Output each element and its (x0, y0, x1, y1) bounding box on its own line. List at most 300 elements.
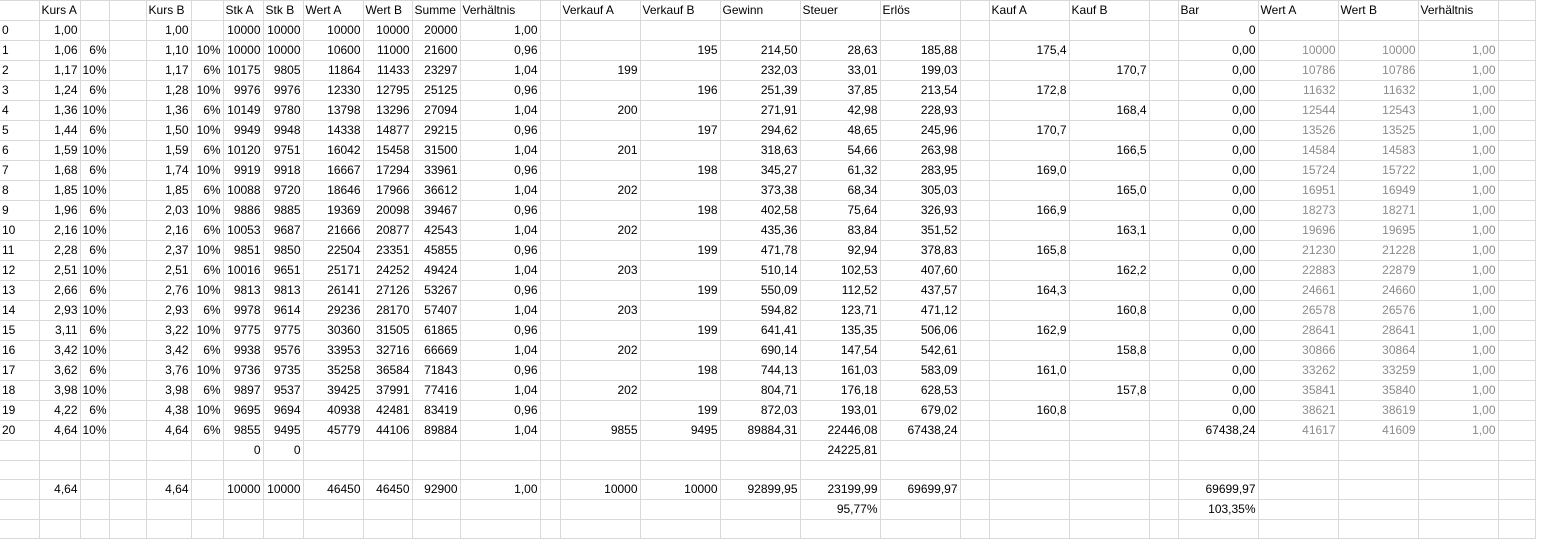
cell-idx[interactable]: 18 (0, 381, 39, 401)
cell-pct_a[interactable] (80, 461, 109, 480)
cell-blank1[interactable] (109, 61, 146, 81)
cell-steuer[interactable]: 61,32 (800, 161, 880, 181)
cell-pct_b[interactable] (191, 461, 223, 480)
cell-wert_a[interactable]: 40938 (303, 401, 363, 421)
cell-verhaeltnis2[interactable]: 1,00 (1418, 361, 1498, 381)
cell-verhaeltnis[interactable]: 1,04 (460, 301, 540, 321)
cell-kurs_b[interactable] (146, 500, 191, 520)
cell-bar[interactable]: 103,35% (1178, 500, 1258, 520)
cell-kurs_b[interactable]: 3,98 (146, 381, 191, 401)
cell-wert_a[interactable]: 10000 (303, 21, 363, 41)
cell-gewinn[interactable]: 318,63 (720, 141, 800, 161)
cell-wert_a[interactable]: 16667 (303, 161, 363, 181)
cell-verhaeltnis[interactable]: 1,04 (460, 261, 540, 281)
cell-gewinn[interactable] (720, 461, 800, 480)
cell-kurs_a[interactable]: 2,28 (39, 241, 80, 261)
cell-kurs_a[interactable]: 2,51 (39, 261, 80, 281)
cell-pct_a[interactable] (80, 480, 109, 500)
cell-verhaeltnis2[interactable]: 1,00 (1418, 301, 1498, 321)
cell-verkauf_b[interactable] (640, 520, 720, 539)
cell-kurs_a[interactable]: 3,98 (39, 381, 80, 401)
cell-stk_a[interactable]: 10000 (223, 480, 263, 500)
cell-steuer[interactable]: 48,65 (800, 121, 880, 141)
cell-blank5[interactable] (1498, 241, 1535, 261)
cell-wert_b[interactable]: 11000 (363, 41, 412, 61)
cell-verhaeltnis[interactable]: 0,96 (460, 281, 540, 301)
cell-kurs_a[interactable]: 3,42 (39, 341, 80, 361)
cell-kurs_a[interactable]: 1,06 (39, 41, 80, 61)
cell-pct_a[interactable] (80, 21, 109, 41)
cell-kurs_a[interactable]: 1,17 (39, 61, 80, 81)
cell-blank5[interactable] (1498, 281, 1535, 301)
cell-kauf_a[interactable] (989, 381, 1069, 401)
cell-erloes[interactable] (880, 461, 960, 480)
cell-summe[interactable]: 25125 (412, 81, 460, 101)
cell-verhaeltnis[interactable]: 0,96 (460, 321, 540, 341)
cell-bar[interactable]: 0,00 (1178, 101, 1258, 121)
cell-pct_b[interactable]: 10% (191, 361, 223, 381)
cell-wert_a2[interactable]: 18273 (1258, 201, 1338, 221)
cell-summe[interactable] (412, 500, 460, 520)
cell-kurs_b[interactable]: 2,93 (146, 301, 191, 321)
cell-wert_a[interactable] (303, 461, 363, 480)
cell-verkauf_b[interactable] (640, 301, 720, 321)
cell-stk_a[interactable]: 9695 (223, 401, 263, 421)
cell-kurs_b[interactable]: Kurs B (146, 1, 191, 21)
cell-steuer[interactable]: 37,85 (800, 81, 880, 101)
cell-idx[interactable] (0, 1, 39, 21)
cell-verhaeltnis[interactable]: 1,04 (460, 101, 540, 121)
cell-blank4[interactable] (1149, 201, 1178, 221)
cell-idx[interactable] (0, 441, 39, 461)
cell-bar[interactable]: 0,00 (1178, 181, 1258, 201)
cell-summe[interactable]: 89884 (412, 421, 460, 441)
cell-wert_a[interactable]: 14338 (303, 121, 363, 141)
cell-pct_a[interactable] (80, 520, 109, 539)
cell-pct_a[interactable]: 6% (80, 201, 109, 221)
cell-stk_b[interactable]: 9780 (263, 101, 303, 121)
cell-kauf_a[interactable]: 170,7 (989, 121, 1069, 141)
cell-wert_b[interactable] (363, 441, 412, 461)
cell-steuer[interactable]: 24225,81 (800, 441, 880, 461)
cell-blank2[interactable] (540, 401, 560, 421)
cell-stk_a[interactable]: 10120 (223, 141, 263, 161)
cell-verkauf_b[interactable]: 199 (640, 401, 720, 421)
cell-kurs_a[interactable]: 3,62 (39, 361, 80, 381)
cell-wert_b2[interactable]: 28641 (1338, 321, 1418, 341)
cell-summe[interactable]: Summe (412, 1, 460, 21)
cell-kurs_b[interactable]: 3,42 (146, 341, 191, 361)
cell-blank2[interactable] (540, 221, 560, 241)
cell-kurs_a[interactable]: 4,22 (39, 401, 80, 421)
cell-gewinn[interactable]: 510,14 (720, 261, 800, 281)
cell-blank3[interactable] (960, 241, 989, 261)
cell-blank2[interactable] (540, 361, 560, 381)
cell-wert_a[interactable]: 33953 (303, 341, 363, 361)
cell-blank5[interactable] (1498, 101, 1535, 121)
cell-kauf_a[interactable] (989, 520, 1069, 539)
cell-blank4[interactable] (1149, 41, 1178, 61)
cell-bar[interactable]: 0,00 (1178, 141, 1258, 161)
cell-kauf_b[interactable]: 157,8 (1069, 381, 1149, 401)
cell-blank3[interactable] (960, 500, 989, 520)
cell-summe[interactable]: 57407 (412, 301, 460, 321)
cell-verhaeltnis2[interactable] (1418, 520, 1498, 539)
cell-kauf_b[interactable] (1069, 41, 1149, 61)
cell-blank4[interactable] (1149, 441, 1178, 461)
cell-idx[interactable]: 4 (0, 101, 39, 121)
cell-blank4[interactable] (1149, 161, 1178, 181)
cell-kauf_b[interactable] (1069, 321, 1149, 341)
cell-kurs_a[interactable]: 1,85 (39, 181, 80, 201)
cell-wert_b[interactable]: 44106 (363, 421, 412, 441)
cell-pct_b[interactable]: 10% (191, 201, 223, 221)
cell-verhaeltnis2[interactable]: 1,00 (1418, 201, 1498, 221)
cell-kauf_a[interactable]: 165,8 (989, 241, 1069, 261)
cell-pct_a[interactable]: 6% (80, 241, 109, 261)
cell-gewinn[interactable]: 744,13 (720, 361, 800, 381)
cell-kurs_a[interactable]: 4,64 (39, 480, 80, 500)
cell-steuer[interactable] (800, 520, 880, 539)
cell-verhaeltnis2[interactable] (1418, 480, 1498, 500)
cell-wert_b[interactable]: Wert B (363, 1, 412, 21)
cell-summe[interactable] (412, 461, 460, 480)
cell-verhaeltnis2[interactable]: 1,00 (1418, 381, 1498, 401)
cell-kauf_a[interactable] (989, 181, 1069, 201)
cell-verhaeltnis[interactable] (460, 500, 540, 520)
cell-pct_a[interactable]: 10% (80, 181, 109, 201)
cell-stk_b[interactable]: Stk B (263, 1, 303, 21)
cell-gewinn[interactable]: 214,50 (720, 41, 800, 61)
cell-blank1[interactable] (109, 21, 146, 41)
cell-wert_a[interactable]: 16042 (303, 141, 363, 161)
cell-stk_b[interactable]: 9576 (263, 341, 303, 361)
cell-pct_b[interactable]: 6% (191, 101, 223, 121)
cell-summe[interactable]: 92900 (412, 480, 460, 500)
cell-verhaeltnis[interactable]: 0,96 (460, 401, 540, 421)
cell-steuer[interactable]: 83,84 (800, 221, 880, 241)
cell-kurs_b[interactable]: 4,64 (146, 480, 191, 500)
cell-kurs_b[interactable]: 1,74 (146, 161, 191, 181)
cell-pct_b[interactable] (191, 500, 223, 520)
cell-kurs_b[interactable]: 1,36 (146, 101, 191, 121)
cell-verhaeltnis[interactable] (460, 461, 540, 480)
cell-gewinn[interactable]: 550,09 (720, 281, 800, 301)
cell-verhaeltnis[interactable]: 0,96 (460, 161, 540, 181)
cell-summe[interactable]: 33961 (412, 161, 460, 181)
cell-gewinn[interactable]: 435,36 (720, 221, 800, 241)
cell-verhaeltnis2[interactable]: 1,00 (1418, 421, 1498, 441)
cell-kauf_a[interactable]: Kauf A (989, 1, 1069, 21)
cell-verkauf_a[interactable] (560, 321, 640, 341)
cell-kurs_a[interactable]: 2,16 (39, 221, 80, 241)
cell-summe[interactable]: 66669 (412, 341, 460, 361)
cell-blank4[interactable] (1149, 361, 1178, 381)
cell-pct_b[interactable]: 6% (191, 421, 223, 441)
cell-gewinn[interactable]: Gewinn (720, 1, 800, 21)
cell-wert_b[interactable]: 42481 (363, 401, 412, 421)
cell-kurs_a[interactable]: 2,93 (39, 301, 80, 321)
cell-steuer[interactable]: 102,53 (800, 261, 880, 281)
cell-stk_a[interactable]: 10000 (223, 41, 263, 61)
cell-blank5[interactable] (1498, 81, 1535, 101)
cell-erloes[interactable]: 407,60 (880, 261, 960, 281)
cell-pct_a[interactable]: 10% (80, 301, 109, 321)
cell-verhaeltnis[interactable]: 1,04 (460, 61, 540, 81)
cell-pct_a[interactable]: 10% (80, 61, 109, 81)
cell-verkauf_a[interactable]: 10000 (560, 480, 640, 500)
cell-bar[interactable]: 0,00 (1178, 321, 1258, 341)
cell-kauf_a[interactable] (989, 21, 1069, 41)
cell-verkauf_a[interactable] (560, 161, 640, 181)
cell-blank4[interactable] (1149, 421, 1178, 441)
cell-blank5[interactable] (1498, 161, 1535, 181)
cell-kauf_a[interactable] (989, 61, 1069, 81)
cell-blank4[interactable] (1149, 21, 1178, 41)
cell-blank5[interactable] (1498, 1, 1535, 21)
cell-steuer[interactable]: 68,34 (800, 181, 880, 201)
cell-blank3[interactable] (960, 520, 989, 539)
cell-wert_b[interactable]: 23351 (363, 241, 412, 261)
cell-blank3[interactable] (960, 121, 989, 141)
cell-blank4[interactable] (1149, 381, 1178, 401)
cell-kauf_b[interactable] (1069, 121, 1149, 141)
cell-stk_b[interactable]: 9651 (263, 261, 303, 281)
cell-stk_a[interactable]: 9897 (223, 381, 263, 401)
cell-pct_a[interactable]: 10% (80, 141, 109, 161)
cell-verkauf_a[interactable] (560, 401, 640, 421)
cell-gewinn[interactable]: 690,14 (720, 341, 800, 361)
cell-kurs_a[interactable]: 1,00 (39, 21, 80, 41)
cell-blank2[interactable] (540, 341, 560, 361)
cell-erloes[interactable]: 185,88 (880, 41, 960, 61)
cell-wert_a2[interactable]: 28641 (1258, 321, 1338, 341)
cell-kurs_a[interactable]: 1,36 (39, 101, 80, 121)
cell-wert_b[interactable]: 36584 (363, 361, 412, 381)
cell-erloes[interactable]: 283,95 (880, 161, 960, 181)
cell-blank3[interactable] (960, 461, 989, 480)
cell-blank5[interactable] (1498, 181, 1535, 201)
cell-verhaeltnis2[interactable]: 1,00 (1418, 121, 1498, 141)
cell-idx[interactable] (0, 461, 39, 480)
cell-verhaeltnis2[interactable] (1418, 500, 1498, 520)
cell-blank1[interactable] (109, 121, 146, 141)
cell-verkauf_a[interactable] (560, 281, 640, 301)
cell-verkauf_b[interactable] (640, 21, 720, 41)
cell-steuer[interactable]: 22446,08 (800, 421, 880, 441)
cell-verkauf_b[interactable]: 199 (640, 241, 720, 261)
cell-stk_b[interactable]: 0 (263, 441, 303, 461)
cell-gewinn[interactable]: 271,91 (720, 101, 800, 121)
cell-stk_a[interactable] (223, 520, 263, 539)
cell-blank4[interactable] (1149, 81, 1178, 101)
cell-verhaeltnis2[interactable]: 1,00 (1418, 141, 1498, 161)
cell-stk_b[interactable] (263, 461, 303, 480)
cell-erloes[interactable]: 305,03 (880, 181, 960, 201)
cell-verkauf_a[interactable]: 202 (560, 181, 640, 201)
cell-bar[interactable]: Bar (1178, 1, 1258, 21)
cell-kauf_b[interactable] (1069, 81, 1149, 101)
cell-wert_b2[interactable]: 14583 (1338, 141, 1418, 161)
cell-wert_b[interactable]: 13296 (363, 101, 412, 121)
cell-idx[interactable]: 16 (0, 341, 39, 361)
cell-blank1[interactable] (109, 361, 146, 381)
cell-blank1[interactable] (109, 261, 146, 281)
cell-kauf_b[interactable] (1069, 201, 1149, 221)
cell-pct_a[interactable]: 6% (80, 361, 109, 381)
cell-verkauf_b[interactable] (640, 101, 720, 121)
cell-stk_a[interactable]: 9775 (223, 321, 263, 341)
cell-verkauf_a[interactable] (560, 441, 640, 461)
cell-kurs_b[interactable]: 4,38 (146, 401, 191, 421)
cell-kauf_a[interactable] (989, 480, 1069, 500)
cell-blank2[interactable] (540, 1, 560, 21)
cell-summe[interactable]: 49424 (412, 261, 460, 281)
cell-summe[interactable]: 23297 (412, 61, 460, 81)
cell-verkauf_b[interactable]: 10000 (640, 480, 720, 500)
cell-blank4[interactable] (1149, 181, 1178, 201)
cell-blank1[interactable] (109, 101, 146, 121)
cell-blank1[interactable] (109, 441, 146, 461)
cell-blank2[interactable] (540, 461, 560, 480)
cell-blank1[interactable] (109, 241, 146, 261)
cell-blank1[interactable] (109, 301, 146, 321)
cell-verkauf_b[interactable]: 198 (640, 201, 720, 221)
cell-wert_a2[interactable]: 35841 (1258, 381, 1338, 401)
cell-steuer[interactable]: 92,94 (800, 241, 880, 261)
cell-kurs_a[interactable]: 4,64 (39, 421, 80, 441)
cell-verkauf_a[interactable]: 201 (560, 141, 640, 161)
cell-wert_a2[interactable]: 14584 (1258, 141, 1338, 161)
cell-kauf_b[interactable] (1069, 461, 1149, 480)
cell-idx[interactable] (0, 520, 39, 539)
cell-gewinn[interactable] (720, 500, 800, 520)
cell-stk_b[interactable]: 10000 (263, 41, 303, 61)
cell-bar[interactable]: 0,00 (1178, 361, 1258, 381)
cell-blank2[interactable] (540, 141, 560, 161)
cell-stk_a[interactable]: 9976 (223, 81, 263, 101)
cell-verkauf_a[interactable] (560, 201, 640, 221)
cell-summe[interactable]: 77416 (412, 381, 460, 401)
cell-blank5[interactable] (1498, 421, 1535, 441)
cell-verhaeltnis2[interactable]: 1,00 (1418, 281, 1498, 301)
cell-kauf_a[interactable]: 160,8 (989, 401, 1069, 421)
cell-verhaeltnis2[interactable]: 1,00 (1418, 341, 1498, 361)
cell-wert_a2[interactable] (1258, 441, 1338, 461)
cell-blank2[interactable] (540, 21, 560, 41)
cell-blank3[interactable] (960, 201, 989, 221)
cell-wert_b2[interactable]: 21228 (1338, 241, 1418, 261)
cell-wert_b2[interactable]: 35840 (1338, 381, 1418, 401)
cell-stk_b[interactable]: 10000 (263, 480, 303, 500)
cell-kurs_b[interactable]: 2,76 (146, 281, 191, 301)
cell-stk_b[interactable]: 10000 (263, 21, 303, 41)
cell-wert_a2[interactable]: Wert A (1258, 1, 1338, 21)
cell-stk_a[interactable]: 10016 (223, 261, 263, 281)
cell-stk_a[interactable]: 9919 (223, 161, 263, 181)
cell-blank2[interactable] (540, 81, 560, 101)
cell-verkauf_b[interactable] (640, 341, 720, 361)
cell-gewinn[interactable] (720, 441, 800, 461)
cell-wert_b[interactable]: 17294 (363, 161, 412, 181)
cell-wert_a[interactable]: 10600 (303, 41, 363, 61)
cell-idx[interactable]: 11 (0, 241, 39, 261)
cell-blank3[interactable] (960, 480, 989, 500)
cell-stk_b[interactable]: 9694 (263, 401, 303, 421)
cell-verhaeltnis[interactable]: 1,00 (460, 21, 540, 41)
cell-blank3[interactable] (960, 441, 989, 461)
cell-verhaeltnis2[interactable] (1418, 441, 1498, 461)
cell-verhaeltnis2[interactable]: Verhältnis (1418, 1, 1498, 21)
cell-wert_b2[interactable]: 10786 (1338, 61, 1418, 81)
cell-blank4[interactable] (1149, 500, 1178, 520)
cell-kurs_b[interactable]: 1,50 (146, 121, 191, 141)
cell-gewinn[interactable]: 641,41 (720, 321, 800, 341)
cell-verhaeltnis2[interactable]: 1,00 (1418, 101, 1498, 121)
cell-blank4[interactable] (1149, 520, 1178, 539)
cell-verkauf_b[interactable]: 199 (640, 321, 720, 341)
cell-idx[interactable]: 13 (0, 281, 39, 301)
cell-idx[interactable]: 20 (0, 421, 39, 441)
cell-wert_a[interactable]: 35258 (303, 361, 363, 381)
cell-erloes[interactable]: 583,09 (880, 361, 960, 381)
cell-blank1[interactable] (109, 401, 146, 421)
cell-blank4[interactable] (1149, 261, 1178, 281)
cell-gewinn[interactable]: 92899,95 (720, 480, 800, 500)
cell-verhaeltnis[interactable]: 1,04 (460, 221, 540, 241)
cell-kurs_a[interactable] (39, 461, 80, 480)
cell-pct_a[interactable]: 6% (80, 81, 109, 101)
cell-verkauf_b[interactable] (640, 500, 720, 520)
cell-wert_a2[interactable]: 22883 (1258, 261, 1338, 281)
cell-kurs_b[interactable] (146, 461, 191, 480)
cell-stk_a[interactable]: 10088 (223, 181, 263, 201)
cell-pct_b[interactable] (191, 480, 223, 500)
cell-verkauf_a[interactable] (560, 520, 640, 539)
cell-stk_a[interactable]: 9851 (223, 241, 263, 261)
cell-pct_b[interactable] (191, 520, 223, 539)
cell-erloes[interactable]: 378,83 (880, 241, 960, 261)
cell-idx[interactable]: 10 (0, 221, 39, 241)
cell-steuer[interactable]: 161,03 (800, 361, 880, 381)
cell-stk_a[interactable]: 10000 (223, 21, 263, 41)
cell-wert_a2[interactable]: 19696 (1258, 221, 1338, 241)
cell-wert_a[interactable]: 11864 (303, 61, 363, 81)
cell-pct_b[interactable]: 10% (191, 81, 223, 101)
cell-kauf_a[interactable] (989, 421, 1069, 441)
cell-wert_b[interactable]: 32716 (363, 341, 412, 361)
cell-erloes[interactable]: 679,02 (880, 401, 960, 421)
cell-wert_a2[interactable]: 15724 (1258, 161, 1338, 181)
cell-kauf_b[interactable] (1069, 21, 1149, 41)
cell-blank1[interactable] (109, 161, 146, 181)
cell-wert_b[interactable]: 20098 (363, 201, 412, 221)
cell-blank4[interactable] (1149, 121, 1178, 141)
cell-blank5[interactable] (1498, 21, 1535, 41)
cell-wert_a2[interactable]: 38621 (1258, 401, 1338, 421)
cell-kurs_a[interactable] (39, 441, 80, 461)
cell-pct_a[interactable]: 10% (80, 341, 109, 361)
cell-blank3[interactable] (960, 141, 989, 161)
cell-wert_b[interactable] (363, 461, 412, 480)
cell-verhaeltnis2[interactable] (1418, 21, 1498, 41)
cell-wert_a[interactable] (303, 441, 363, 461)
cell-verkauf_a[interactable]: 202 (560, 341, 640, 361)
cell-verkauf_a[interactable]: 203 (560, 301, 640, 321)
cell-pct_b[interactable] (191, 1, 223, 21)
cell-blank2[interactable] (540, 261, 560, 281)
cell-kauf_b[interactable] (1069, 520, 1149, 539)
